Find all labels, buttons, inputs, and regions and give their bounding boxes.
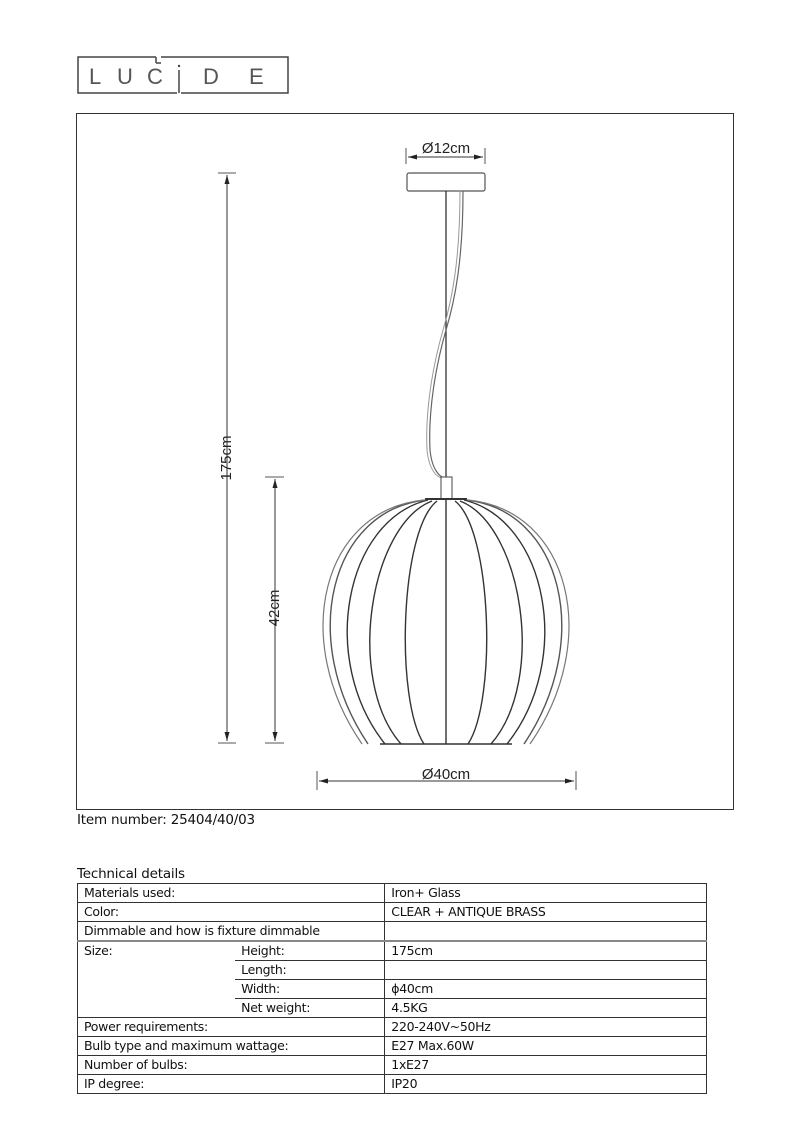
row-sublabel: Length: xyxy=(235,961,385,980)
table-row xyxy=(78,903,707,922)
technical-details-table xyxy=(77,883,707,1094)
table-row xyxy=(78,1037,707,1056)
row-label: Dimmable and how is fixture dimmable xyxy=(78,922,385,942)
row-label: Color: xyxy=(78,903,385,922)
row-value xyxy=(385,961,707,980)
row-value: 4.5KG xyxy=(385,999,707,1018)
technical-details-title: Technical details xyxy=(77,866,185,882)
logo-letter-c: C xyxy=(147,64,163,89)
row-value: IP20 xyxy=(385,1075,707,1094)
row-value: 175cm xyxy=(385,941,707,961)
shade-height-label: 42cm xyxy=(266,589,283,627)
table-row xyxy=(78,961,707,980)
table-row xyxy=(78,1075,707,1094)
row-sublabel: Width: xyxy=(235,980,385,999)
item-number: Item number: 25404/40/03 xyxy=(77,812,255,828)
row-value xyxy=(385,922,707,942)
row-sublabel: Height: xyxy=(235,941,385,961)
logo-letter-d: D xyxy=(203,64,219,89)
total-height-label: 175cm xyxy=(218,435,235,481)
row-value: E27 Max.60W xyxy=(385,1037,707,1056)
row-label: Bulb type and maximum wattage: xyxy=(78,1037,385,1056)
table-row xyxy=(78,1056,707,1075)
row-label: Materials used: xyxy=(78,884,385,903)
logo-letter-u: U xyxy=(117,64,133,89)
table-row xyxy=(78,941,707,961)
row-value: 220-240V~50Hz xyxy=(385,1018,707,1037)
row-label: Number of bulbs: xyxy=(78,1056,385,1075)
row-label xyxy=(78,980,236,999)
row-label: Power requirements: xyxy=(78,1018,385,1037)
lucide-logo xyxy=(77,56,289,94)
row-sublabel: Net weight: xyxy=(235,999,385,1018)
table-row xyxy=(78,980,707,999)
logo-letter-l: L xyxy=(89,64,102,89)
table-row xyxy=(78,922,707,942)
logo-letter-e: E xyxy=(249,64,264,89)
canopy-diameter-label: Ø12cm xyxy=(421,140,471,157)
row-value: ϕ40cm xyxy=(385,980,707,999)
row-label: IP degree: xyxy=(78,1075,385,1094)
row-value: CLEAR + ANTIQUE BRASS xyxy=(385,903,707,922)
row-value: 1xE27 xyxy=(385,1056,707,1075)
table-row xyxy=(78,884,707,903)
row-value: Iron+ Glass xyxy=(385,884,707,903)
row-label xyxy=(78,961,236,980)
shade-diameter-label: Ø40cm xyxy=(421,766,471,783)
drawing-frame xyxy=(76,113,734,810)
row-label xyxy=(78,999,236,1018)
table-row xyxy=(78,1018,707,1037)
table-row xyxy=(78,999,707,1018)
row-label: Size: xyxy=(78,941,236,961)
